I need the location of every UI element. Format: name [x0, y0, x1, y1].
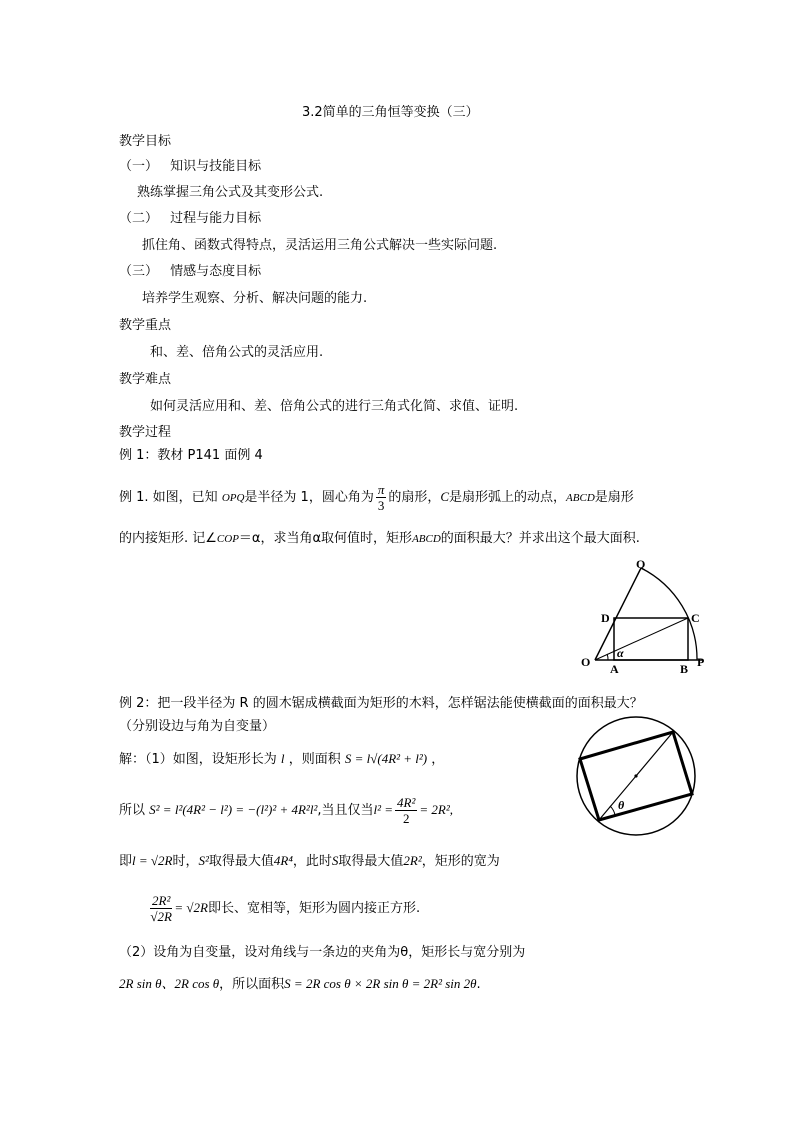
- four-r2-over-2-fraction: $\frac{\text{4R²}}{2}$: [397, 795, 416, 826]
- goal2-title: 过程与能力目标: [170, 211, 262, 226]
- example1-line1: 例 1. 如图，已知 OPQ是半径为 1，圆心角为 $\frac{\pi}{3}$ 的扇形，C是扇形弧上的动点，ABCD是扇形: [119, 482, 634, 513]
- goal1-heading: [119, 159, 261, 175]
- circle-figure: [572, 714, 702, 839]
- label-p: P: [697, 655, 705, 669]
- heading-difficulty: 教学难点: [119, 372, 172, 387]
- solution-line6: 2R sin θ、2R cos θ，所以面积S = 2R cos θ × 2R sin θ = 2R² sin 2θ.: [119, 976, 481, 992]
- alpha-arc: [607, 654, 608, 660]
- solution-line2: 所以 S² = l²(4R² − l²) = −(l²)² + 4R²l²,当且仅当l² = $\frac{\text{4R²}}{2}$ = 2R²,: [119, 795, 453, 826]
- heading-process: 教学过程: [119, 425, 172, 440]
- theta-arc: [610, 806, 615, 815]
- goal2-heading: [119, 211, 261, 227]
- width-fraction: $\frac{\text{2R²}}{√2R}$: [150, 893, 172, 924]
- label-c: C: [691, 611, 700, 625]
- difficulty-text: 如何灵活应用和、差、倍角公式的进行三角式化简、求值、证明.: [150, 399, 519, 414]
- goal1-title: 知识与技能目标: [170, 159, 262, 174]
- center-point: [634, 774, 637, 777]
- goal3-number: （三）: [119, 264, 159, 279]
- goal3-title: 情感与态度目标: [170, 264, 262, 279]
- example2-line1: 例 2：把一段半径为 R 的圆木锯成横截面为矩形的木料，怎样锯法能使横截面的面积最大？: [119, 696, 643, 711]
- label-theta: θ: [618, 798, 625, 812]
- pi-over-3-fraction: $\frac{\pi}{3}$: [377, 482, 385, 513]
- page-title: 3.2简单的三角恒等变换（三）: [302, 105, 479, 120]
- goal3-heading: [119, 264, 261, 280]
- area-formula: S = l√(4R² + l²): [344, 751, 428, 766]
- goal2-number: （二）: [119, 211, 159, 226]
- solution-line1: 解：（1）如图，设矩形长为 l ，则面积 S = l√(4R² + l²) ，: [119, 751, 445, 767]
- label-d: D: [601, 611, 610, 625]
- solution-line5: （2）设角为自变量，设对角线与一条边的夹角为θ，矩形长与宽分别为: [119, 945, 526, 960]
- focus-text: 和、差、倍角公式的灵活应用.: [150, 345, 324, 360]
- label-o: O: [581, 655, 591, 669]
- label-b: B: [680, 662, 689, 676]
- label-q: Q: [636, 557, 646, 571]
- inscribed-rectangle: [614, 618, 688, 660]
- sector-name: OPQ: [221, 492, 245, 504]
- example1-reference: 例 1：教材 P141 面例 4: [119, 448, 263, 463]
- goal2-text: 抓住角、函数式得特点，灵活运用三角公式解决一些实际问题.: [142, 238, 498, 253]
- goal1-text: 熟练掌握三角公式及其变形公式.: [137, 185, 324, 200]
- sector-figure: [578, 556, 708, 681]
- heading-goals: 教学目标: [119, 134, 172, 149]
- heading-focus: 教学重点: [119, 318, 172, 333]
- goal3-text: 培养学生观察、分析、解决问题的能力.: [142, 291, 368, 306]
- example2-line2: （分别设边与角为自变量）: [119, 719, 276, 734]
- goal1-number: （一）: [119, 159, 159, 174]
- solution-line4: $\frac{\text{2R²}}{√2R}$ = √2R即长、宽相等，矩形为圆内接正方形.: [150, 893, 421, 924]
- s-squared-formula: S² = l²(4R² − l²) = −(l²)² + 4R²l²: [149, 802, 318, 817]
- label-alpha: α: [617, 646, 624, 660]
- solution-line3: 即l = √2R时，S²取得最大值4R⁴，此时S取得最大值2R²，矩形的宽为: [119, 853, 500, 869]
- label-a: A: [610, 662, 619, 676]
- example1-line2: 的内接矩形. 记∠COP＝α，求当角α取何值时，矩形ABCD的面积最大？并求出这个最大面积.: [119, 531, 640, 546]
